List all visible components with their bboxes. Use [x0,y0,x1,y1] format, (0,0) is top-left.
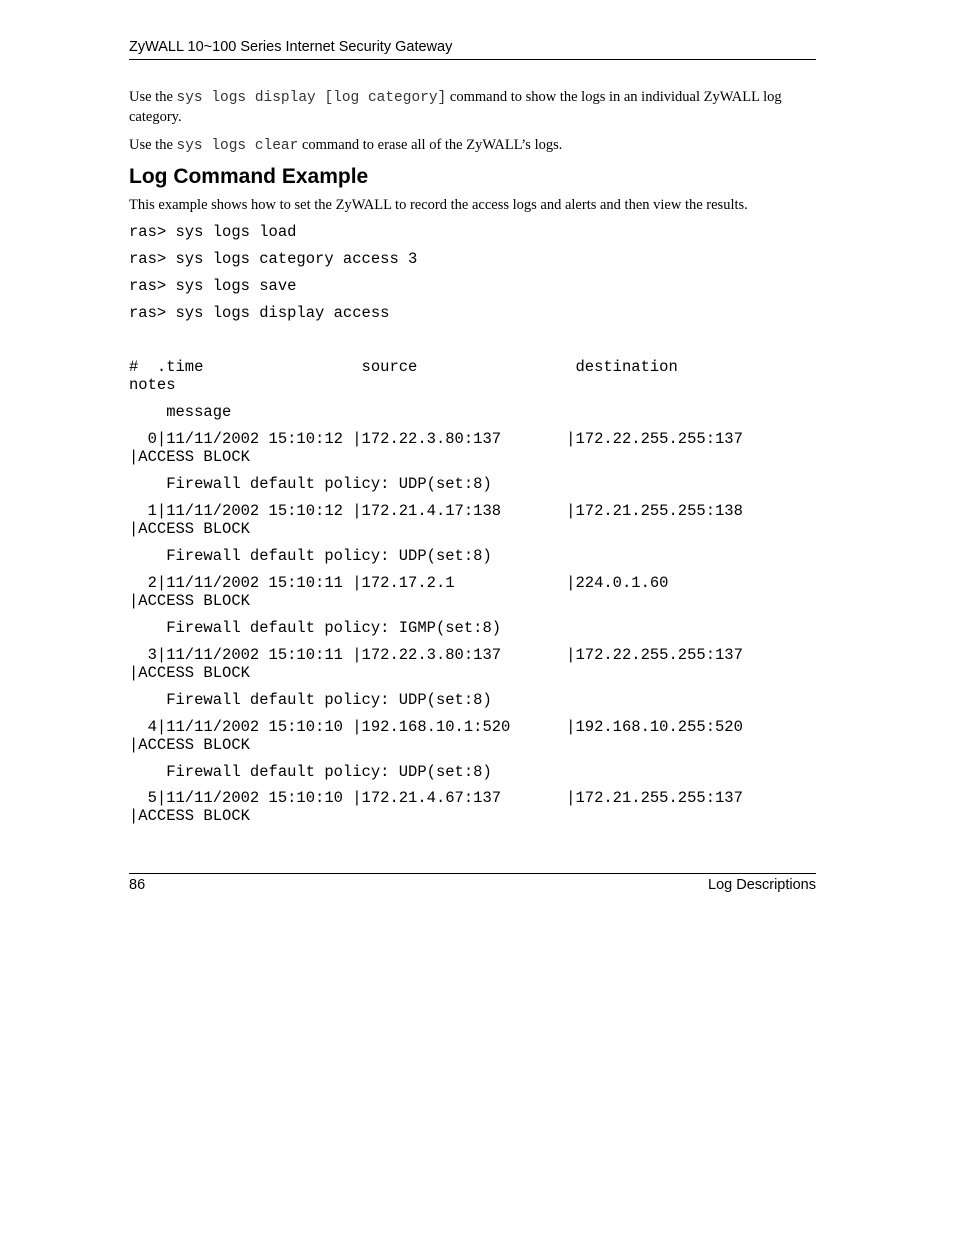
section-heading: Log Command Example [129,165,369,188]
log-entry-notes: |ACCESS BLOCK [129,448,250,466]
log-entry-message: Firewall default policy: UDP(set:8) [129,763,492,781]
p1-pre: Use the [129,89,177,105]
log-entry-notes: |ACCESS BLOCK [129,664,250,682]
log-entry-notes: |ACCESS BLOCK [129,807,250,825]
log-entry-line: 4|11/11/2002 15:10:10 |192.168.10.1:520 |192.168.10.255:520 [129,718,743,736]
log-entry [129,789,819,825]
command-line: ras> sys logs category access 3 [129,250,418,268]
command-list [129,223,819,322]
p2-code: sys logs clear [176,138,299,154]
footer-section-name: Log Descriptions [708,877,816,893]
log-entry [129,646,819,709]
command-line: ras> sys logs save [129,277,297,295]
section-intro: This example shows how to set the ZyWALL to record the access logs and alerts and then view the results. [129,197,748,213]
log-entry-message: Firewall default policy: UDP(set:8) [129,475,492,493]
log-output [129,358,819,825]
log-entry [129,718,819,781]
p2-pre: Use the [129,137,177,153]
log-entry-line: 1|11/11/2002 15:10:12 |172.21.4.17:138 |172.21.255.255:138 [129,502,743,520]
log-entry [129,502,819,565]
page-number: 86 [129,877,146,893]
page-footer [129,873,816,895]
log-entry-message: Firewall default policy: UDP(set:8) [129,547,492,565]
page-header [129,37,816,60]
p1-code: sys logs display [log category] [176,90,447,106]
log-header-message: message [129,403,232,421]
log-entry-notes: |ACCESS BLOCK [129,736,250,754]
log-entry-line: 2|11/11/2002 15:10:11 |172.17.2.1 |224.0.1.60 [129,574,669,592]
log-header-notes: notes [129,376,176,394]
paragraph-display-command [129,88,815,127]
log-header-line: # .time source destination [129,358,678,376]
p1-post: command to show the logs in an individual ZyWALL log category. [129,89,782,125]
log-entry-line: 0|11/11/2002 15:10:12 |172.22.3.80:137 |172.22.255.255:137 [129,430,743,448]
header-title: ZyWALL 10~100 Series Internet Security Gateway [129,39,453,55]
command-line: ras> sys logs load [129,223,297,241]
p2-post: command to erase all of the ZyWALL’s logs. [298,137,563,153]
page-content [129,88,819,825]
log-entry-message: Firewall default policy: UDP(set:8) [129,691,492,709]
log-entry-notes: |ACCESS BLOCK [129,592,250,610]
log-entry-line: 5|11/11/2002 15:10:10 |172.21.4.67:137 |172.21.255.255:137 [129,789,743,807]
log-entry [129,574,819,637]
command-line: ras> sys logs display access [129,304,390,322]
log-entry-message: Firewall default policy: IGMP(set:8) [129,619,502,637]
log-entry-notes: |ACCESS BLOCK [129,520,250,538]
paragraph-clear-command [129,136,819,156]
log-entry-line: 3|11/11/2002 15:10:11 |172.22.3.80:137 |172.22.255.255:137 [129,646,743,664]
log-entry [129,430,819,493]
